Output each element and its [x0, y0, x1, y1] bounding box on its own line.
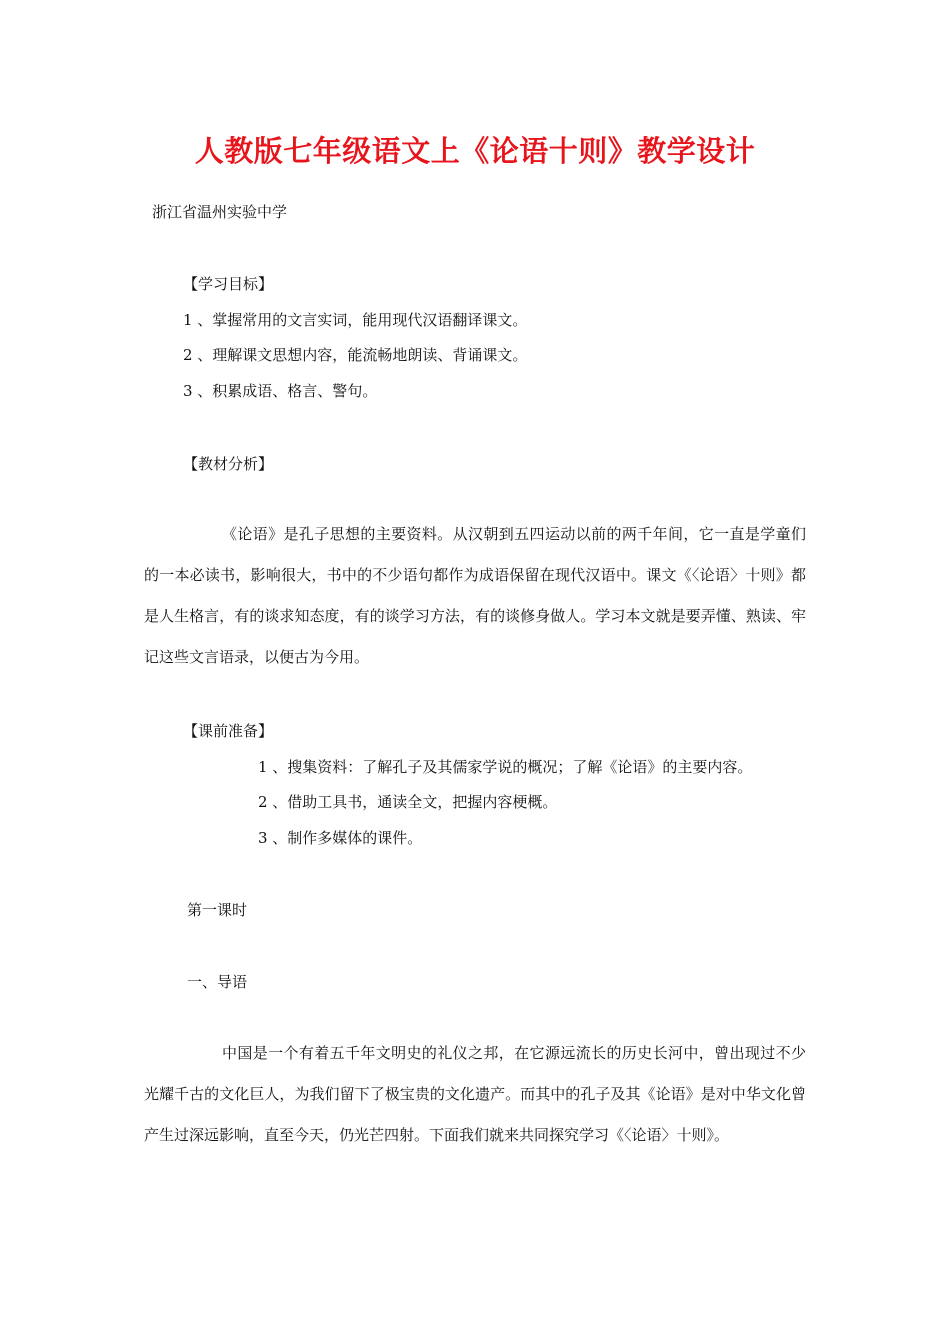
objective-item: 2 、理解课文思想内容，能流畅地朗读、背诵课文。 [183, 346, 528, 364]
analysis-heading: 【教材分析】 [183, 455, 274, 473]
section-heading: 一、导语 [187, 973, 248, 991]
author-line: 浙江省温州实验中学 [152, 203, 288, 221]
objectives-heading: 【学习目标】 [183, 275, 274, 293]
lesson-heading: 第一课时 [187, 901, 248, 919]
preparation-item: 2 、借助工具书，通读全文，把握内容梗概。 [258, 793, 558, 811]
objective-item: 1 、掌握常用的文言实词，能用现代汉语翻译课文。 [183, 311, 528, 329]
objective-item: 3 、积累成语、格言、警句。 [183, 382, 378, 400]
analysis-paragraph: 《论语》是孔子思想的主要资料。从汉朝到五四运动以前的两千年间，它一直是学童们的一本必读书，影响很大，书中的不少语句都作为成语保留在现代汉语中。课文《〈论语〉十则》都是人生格言，有的谈求知态度，有的谈学习方法，有的谈修身做人。学习本文就是要弄懂、熟读、牢记这些文言语录，以便古为今用。 [144, 525, 806, 666]
preparation-item: 1 、搜集资料：了解孔子及其儒家学说的概况；了解《论语》的主要内容。 [258, 758, 753, 776]
preparation-item: 3 、制作多媒体的课件。 [258, 829, 423, 847]
document-title: 人教版七年级语文上《论语十则》教学设计 [194, 134, 756, 168]
intro-paragraph: 中国是一个有着五千年文明史的礼仪之邦，在它源远流长的历史长河中，曾出现过不少光耀千古的文化巨人，为我们留下了极宝贵的文化遗产。而其中的孔子及其《论语》是对中华文化曾产生过深远影响，直至今天，仍光芒四射。下面我们就来共同探究学习《〈论语〉十则》。 [144, 1044, 806, 1144]
preparation-heading: 【课前准备】 [183, 722, 274, 740]
